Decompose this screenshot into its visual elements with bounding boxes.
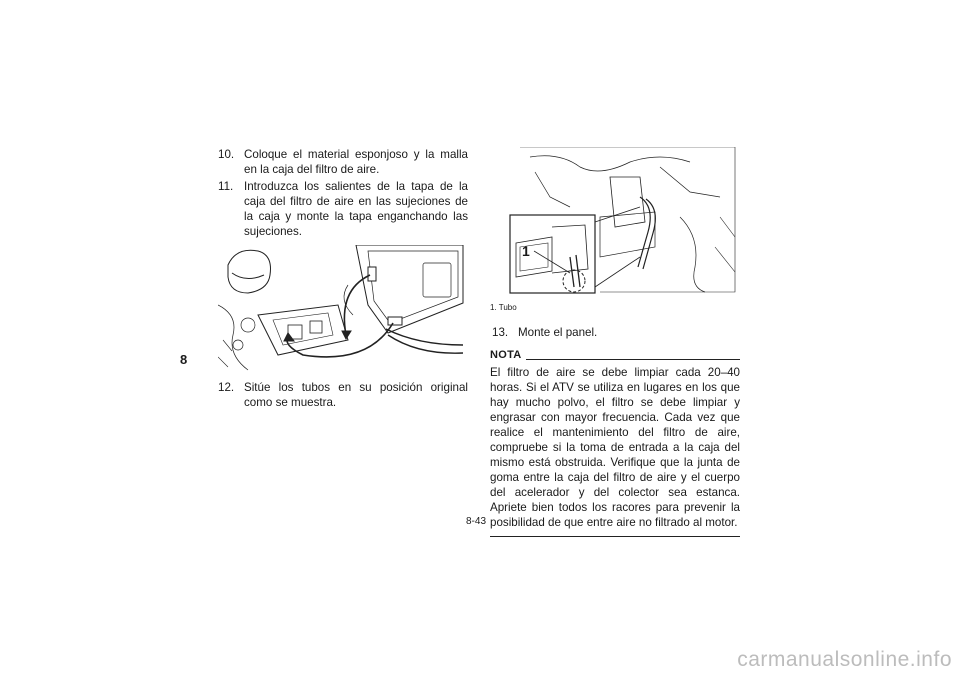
step-13	[490, 325, 740, 340]
step-11	[218, 179, 468, 239]
step-number: 12.	[218, 381, 235, 394]
chapter-tab: 8	[180, 352, 188, 367]
step-12	[218, 380, 468, 410]
step-text: Sitúe los tubos en su posición original como se muestra.	[244, 381, 468, 409]
illustration-tube	[490, 147, 740, 297]
figure-caption: 1. Tubo	[490, 303, 517, 312]
note-body: El filtro de aire se debe limpiar cada 20–40 horas. Si el ATV se utiliza en lugares en los que hay mucho polvo, el filtro se debe limpiar y engrasar con mayor frecuencia. Cada vez que realice el mantenimiento del filtro de aire, compruebe si la toma de entrada a la caja del mismo está obstruida. Verifique que la junta de goma entre la caja del filtro de aire y el cuerpo del acelerador y del colector sea estanca. Apriete bien todos los racores para prevenir la posibilidad de que entre aire no filtrado al motor.	[490, 366, 740, 529]
step-text: Introduzca los salientes de la tapa de la caja del filtro de aire en las sujeciones de la caja y monte la tapa enganchando las sujeciones.	[244, 180, 468, 238]
callout-number: 1	[522, 243, 530, 259]
illustration-hose-routing	[218, 245, 468, 372]
step-number: 10.	[218, 148, 235, 161]
page-number: 8-43	[466, 516, 487, 527]
watermark: carmanualsonline.info	[737, 648, 952, 671]
note-label: NOTA	[490, 349, 522, 361]
step-number: 11.	[218, 180, 234, 193]
note-end-rule	[490, 536, 740, 537]
note-header	[490, 348, 740, 363]
step-text: Monte el panel.	[518, 326, 598, 339]
step-number: 13.	[492, 326, 509, 339]
step-text: Coloque el material esponjoso y la malla en la caja del filtro de aire.	[244, 148, 468, 176]
note-rule	[526, 359, 740, 360]
step-10	[218, 147, 468, 177]
left-column	[218, 147, 468, 412]
right-column	[490, 147, 740, 537]
